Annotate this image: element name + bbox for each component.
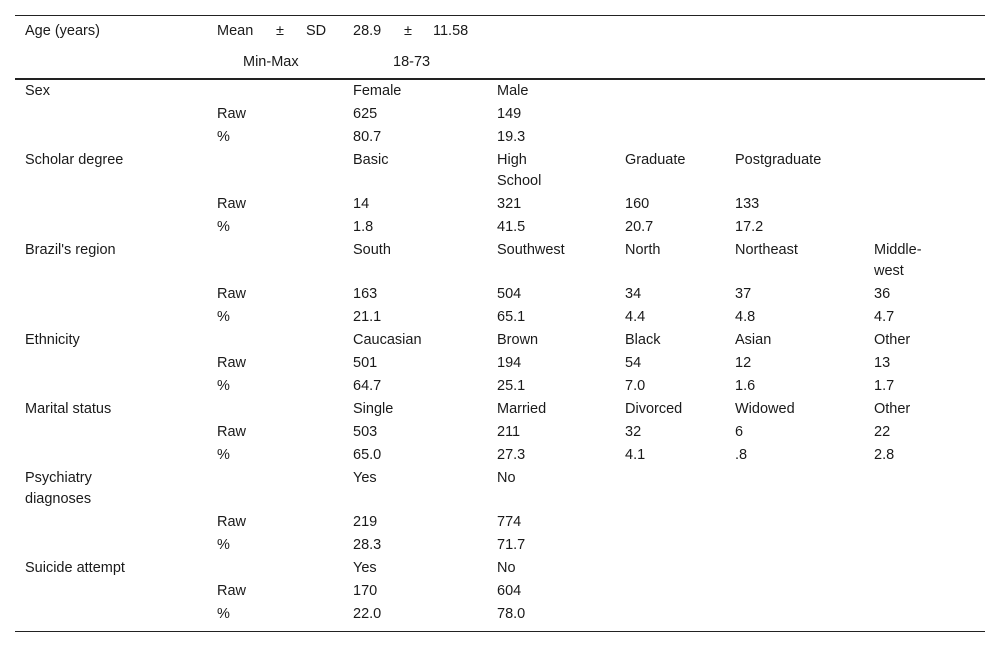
percent-row-label: % (217, 129, 230, 145)
section-label: Brazil's region (25, 242, 116, 258)
category-header: Caucasian (353, 332, 422, 348)
percent-cell: 78.0 (497, 606, 526, 622)
percent-cell: 4.1 (625, 447, 646, 463)
section-label: Sex (25, 83, 50, 99)
raw-count-cell: 37 (735, 286, 752, 302)
percent-cell: 20.7 (625, 219, 654, 235)
category-header: High (497, 152, 527, 168)
category-header: Single (353, 401, 394, 417)
top-rule (15, 15, 985, 16)
category-header: west (874, 263, 904, 279)
percent-row-label: % (217, 378, 230, 394)
percent-cell: 71.7 (497, 537, 526, 553)
percent-row-label: % (217, 219, 230, 235)
plus-minus-symbol: ± (404, 23, 412, 39)
category-header: Basic (353, 152, 389, 168)
category-header: Other (874, 332, 911, 348)
percent-cell: 65.0 (353, 447, 382, 463)
raw-count-cell: 149 (497, 106, 522, 122)
age-label: Age (years) (25, 23, 100, 39)
category-header: No (497, 560, 516, 576)
section-label: Scholar degree (25, 152, 124, 168)
category-header: South (353, 242, 391, 258)
percent-cell: 7.0 (625, 378, 646, 394)
category-header: Widowed (735, 401, 795, 417)
percent-cell: 64.7 (353, 378, 382, 394)
section-label: diagnoses (25, 491, 92, 507)
raw-count-cell: 163 (353, 286, 378, 302)
category-header: Postgraduate (735, 152, 822, 168)
minmax-value: 18-73 (393, 54, 431, 70)
percent-row-label: % (217, 606, 230, 622)
percent-cell: 28.3 (353, 537, 382, 553)
percent-cell: 17.2 (735, 219, 764, 235)
percent-cell: 25.1 (497, 378, 526, 394)
percent-row-label: % (217, 537, 230, 553)
percent-cell: .8 (735, 447, 748, 463)
raw-count-cell: 54 (625, 355, 642, 371)
category-header: Southwest (497, 242, 565, 258)
raw-count-cell: 170 (353, 583, 378, 599)
percent-cell: 41.5 (497, 219, 526, 235)
header-rule (15, 78, 985, 80)
raw-count-cell: 625 (353, 106, 378, 122)
raw-count-cell: 501 (353, 355, 378, 371)
category-header: Male (497, 83, 529, 99)
section-label: Marital status (25, 401, 112, 417)
raw-row-label: Raw (217, 583, 247, 599)
section-label: Psychiatry (25, 470, 92, 486)
percent-cell: 2.8 (874, 447, 895, 463)
plus-minus-symbol: ± (276, 23, 284, 39)
percent-row-label: % (217, 309, 230, 325)
section-label: Ethnicity (25, 332, 80, 348)
category-header: Female (353, 83, 402, 99)
raw-count-cell: 604 (497, 583, 522, 599)
raw-count-cell: 133 (735, 196, 760, 212)
percent-cell: 1.8 (353, 219, 374, 235)
minmax-label: Min-Max (243, 54, 299, 70)
percent-cell: 65.1 (497, 309, 526, 325)
category-header: Black (625, 332, 661, 348)
percent-cell: 22.0 (353, 606, 382, 622)
percent-cell: 21.1 (353, 309, 382, 325)
percent-cell: 27.3 (497, 447, 526, 463)
category-header: No (497, 470, 516, 486)
percent-row-label: % (217, 447, 230, 463)
raw-count-cell: 36 (874, 286, 891, 302)
percent-cell: 4.4 (625, 309, 646, 325)
raw-row-label: Raw (217, 424, 247, 440)
raw-count-cell: 321 (497, 196, 522, 212)
raw-row-label: Raw (217, 106, 247, 122)
raw-count-cell: 504 (497, 286, 522, 302)
raw-count-cell: 194 (497, 355, 522, 371)
raw-count-cell: 160 (625, 196, 650, 212)
percent-cell: 4.8 (735, 309, 756, 325)
category-header: Graduate (625, 152, 686, 168)
percent-cell: 1.6 (735, 378, 756, 394)
percent-cell: 19.3 (497, 129, 526, 145)
category-header: Brown (497, 332, 539, 348)
sd-label: SD (306, 23, 327, 39)
sd-value: 11.58 (433, 23, 469, 39)
mean-value: 28.9 (353, 23, 382, 39)
raw-row-label: Raw (217, 355, 247, 371)
raw-count-cell: 22 (874, 424, 891, 440)
raw-count-cell: 14 (353, 196, 370, 212)
category-header: Middle- (874, 242, 922, 258)
raw-count-cell: 211 (497, 424, 521, 440)
category-header: Married (497, 401, 547, 417)
bottom-rule (15, 631, 985, 632)
raw-count-cell: 12 (735, 355, 752, 371)
raw-count-cell: 34 (625, 286, 642, 302)
raw-count-cell: 503 (353, 424, 378, 440)
raw-row-label: Raw (217, 514, 247, 530)
percent-cell: 4.7 (874, 309, 895, 325)
raw-count-cell: 6 (735, 424, 744, 440)
category-header: School (497, 173, 542, 189)
raw-row-label: Raw (217, 196, 247, 212)
raw-count-cell: 774 (497, 514, 522, 530)
raw-count-cell: 219 (353, 514, 378, 530)
category-header: Yes (353, 560, 377, 576)
percent-cell: 1.7 (874, 378, 895, 394)
section-label: Suicide attempt (25, 560, 125, 576)
raw-row-label: Raw (217, 286, 247, 302)
category-header: Northeast (735, 242, 798, 258)
percent-cell: 80.7 (353, 129, 382, 145)
raw-count-cell: 13 (874, 355, 891, 371)
category-header: Yes (353, 470, 377, 486)
mean-label: Mean (217, 23, 254, 39)
category-header: Other (874, 401, 911, 417)
category-header: North (625, 242, 661, 258)
raw-count-cell: 32 (625, 424, 642, 440)
category-header: Divorced (625, 401, 683, 417)
category-header: Asian (735, 332, 772, 348)
